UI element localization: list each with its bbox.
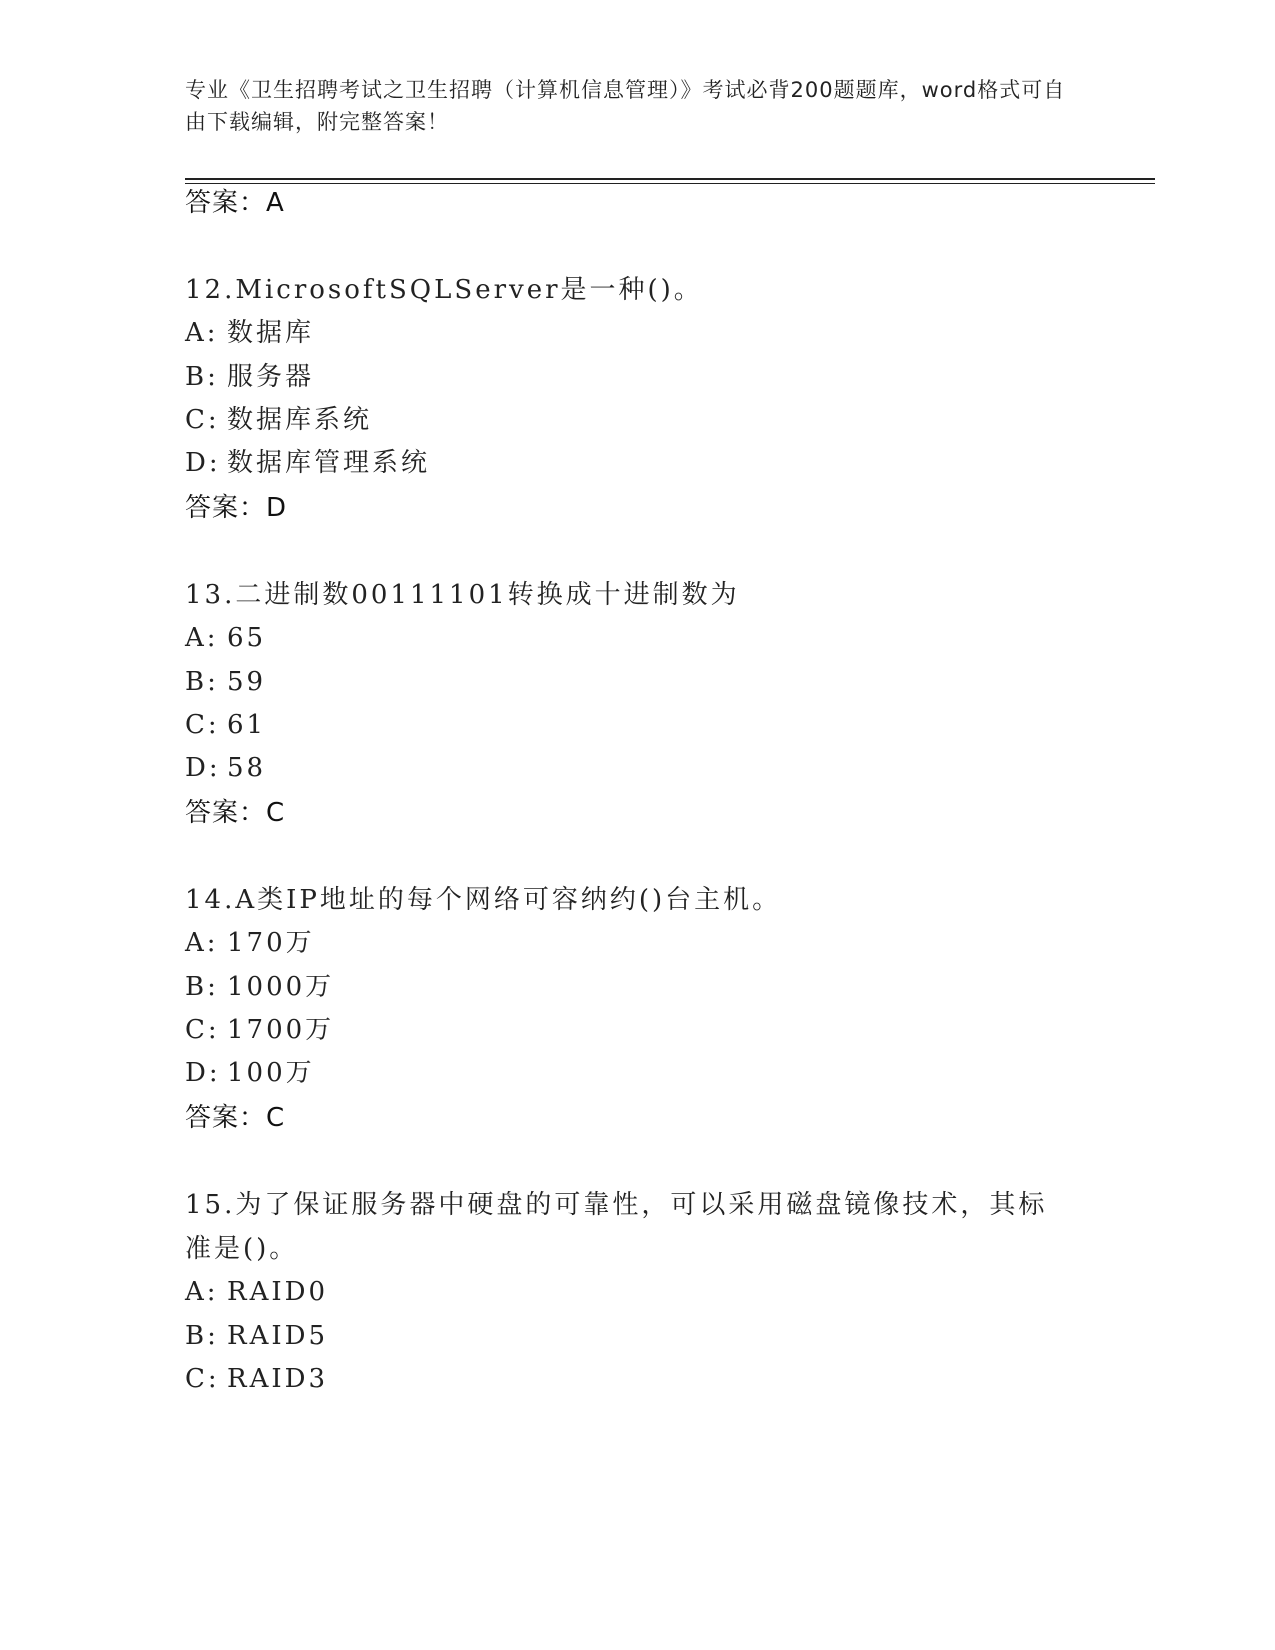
question-12-answer: 答案：D (185, 493, 288, 523)
question-13-option-b (185, 665, 266, 699)
option-letter: C: (185, 710, 220, 740)
question-12-option-c (185, 403, 372, 437)
header-divider-thick (185, 178, 1155, 180)
option-text: 数据库系统 (227, 405, 373, 435)
question-12-option-b (185, 360, 314, 394)
option-letter: D: (185, 1058, 221, 1088)
question-13-answer: 答案：C (185, 798, 286, 828)
question-14-option-b (185, 970, 334, 1004)
option-text: 170万 (227, 928, 315, 958)
option-text: 61 (227, 710, 267, 740)
option-letter: A: (185, 928, 219, 958)
option-letter: A: (185, 623, 219, 653)
question-13-option-d (185, 751, 266, 785)
question-14-answer: 答案：C (185, 1103, 286, 1133)
question-15-stem: 15.为了保证服务器中硬盘的可靠性，可以采用磁盘镜像技术，其标准是()。 (185, 1190, 1048, 1264)
question-12-option-d (185, 446, 430, 480)
option-letter: C: (185, 1015, 220, 1045)
option-letter: C: (185, 1364, 220, 1394)
option-text: 1700万 (227, 1015, 335, 1045)
option-letter: B: (185, 1321, 219, 1351)
option-text: 1000万 (227, 972, 335, 1002)
option-letter: A: (185, 318, 219, 348)
option-text: RAID3 (227, 1364, 329, 1394)
question-12-option-a (185, 316, 314, 350)
option-letter: B: (185, 362, 219, 392)
option-text: 服务器 (227, 362, 315, 392)
question-14-option-d (185, 1056, 315, 1090)
question-12-stem: 12.MicrosoftSQLServer是一种()。 (185, 275, 703, 305)
previous-answer: 答案：A (185, 188, 285, 218)
question-13-option-c (185, 708, 266, 742)
option-text: 100万 (227, 1058, 315, 1088)
question-15-option-c (185, 1362, 328, 1396)
option-text: 59 (227, 667, 267, 697)
option-letter: C: (185, 405, 220, 435)
question-14-stem: 14.A类IP地址的每个网络可容纳约()台主机。 (185, 885, 782, 915)
option-text: RAID5 (227, 1321, 329, 1351)
question-15-option-b (185, 1319, 328, 1353)
option-text: 数据库 (227, 318, 315, 348)
option-letter: A: (185, 1277, 219, 1307)
option-text: 数据库管理系统 (227, 448, 431, 478)
header-divider-thin (185, 183, 1155, 184)
question-13-stem: 13.二进制数00111101转换成十进制数为 (185, 580, 740, 610)
option-text: 58 (227, 753, 267, 783)
question-14-option-c (185, 1013, 334, 1047)
option-letter: B: (185, 667, 219, 697)
option-letter: B: (185, 972, 219, 1002)
option-text: 65 (227, 623, 267, 653)
question-14-option-a (185, 926, 315, 960)
document-intro: 专业《卫生招聘考试之卫生招聘（计算机信息管理）》考试必背200题题库，word格式可自由下载编辑，附完整答案！ (185, 78, 1066, 134)
option-text: RAID0 (227, 1277, 329, 1307)
question-15-option-a (185, 1275, 328, 1309)
question-13-option-a (185, 621, 266, 655)
option-letter: D: (185, 448, 221, 478)
option-letter: D: (185, 753, 221, 783)
